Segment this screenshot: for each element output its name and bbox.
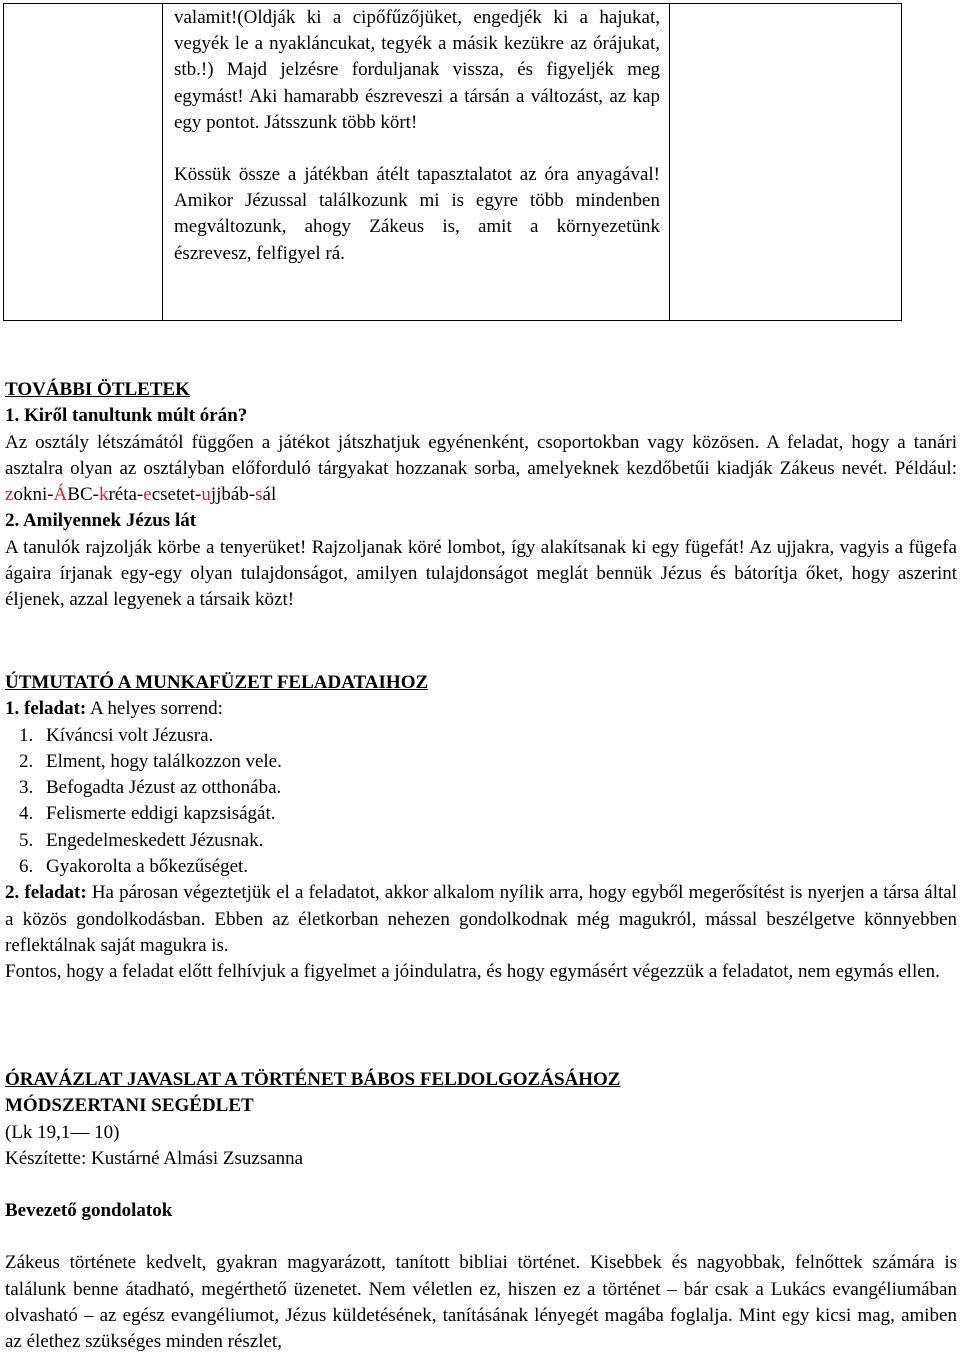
table-paragraph: valamit!(Oldják ki a cipőfűzőjüket, engedjék ki a hajukat, vegyék le a nyakláncukat, tegyék a másik kezükre az órájukat, stb.!) Majd jelzésre forduljanak vissza, és figyeljék meg egymást! Aki hamarabb észreveszi a társán a változást, az kap egy pontot. Játsszunk több kört! [174,7,660,133]
list-item: 5. Engedelmeskedett Jézusnak. [38,828,957,854]
table-cell-content [174,5,660,267]
task-paragraph [5,880,957,959]
workbook-guide-section [5,670,957,986]
list-item: 3. Befogadta Jézust az otthonába. [38,775,957,801]
example-initial: e [143,484,152,506]
correct-order-list [5,723,957,881]
idea-paragraph: A tanulók rajzolják körbe a tenyerüket! Rajzoljanak köré lombot, így alakítsanak ki egy fügefát! Az ujjakra, vagyis a fügefa ágaira írjanak egy-egy olyan tulajdonságot, amilyen tulajdonságot meglát bennük Jézus és bátorítja őket, hogy aszerint éljenek, azzal legyenek a társaik közt! [5,536,957,611]
example-initial: u [201,484,211,506]
table-paragraph: Kössük össze a játékban átélt tapasztalatot az óra anyagával! Amikor Jézussal találkozunk mi is egyre több mindenben megváltozunk, ahogy Zákeus is, amit a környezetünk észrevesz, felfigyel rá. [174,164,660,264]
task-line [5,696,957,722]
list-item: 4. Felismerte eddigi kapzsiságát. [38,801,957,827]
intro-heading: Bevezető gondolatok [5,1200,173,1222]
list-item: 6. Gyakorolta a bőkezűséget. [38,854,957,880]
author-line: Készítette: Kustárné Almási Zsuzsanna [5,1147,304,1169]
idea-paragraph: Az osztály létszámától függően a játékot játszhatjuk egyénenként, csoportokban vagy közösen. A feladat, hogy a tanári asztalra olyan az osztályban előforduló tárgyakat hozzanak sorba, amelyeknek kezdőbetűi kiadják Zákeus nevét. Például: zokni-ÁBC-kréta-ecsetet-ujjbáb-sál [5,431,957,506]
example-initial: Á [53,484,68,506]
table-column-divider [669,4,670,320]
task-label: 2. feladat: [5,882,87,904]
example-initial: z [5,484,14,506]
idea-heading: 2. Amilyennek Jézus lát [5,510,197,532]
task-text: A helyes sorrend: [86,698,223,720]
example-word: réta [108,484,137,506]
idea-heading: 1. Kiről tanultunk múlt órán? [5,405,248,427]
further-ideas-section [5,377,957,614]
example-word: okni [13,484,48,506]
task-label: 1. feladat: [5,698,87,720]
bible-reference: (Lk 19,1— 10) [5,1121,120,1143]
example-word: jjbáb [210,484,249,506]
example-initial: s [255,484,263,506]
intro-paragraph: Zákeus története kedvelt, gyakran magyarázott, tanított bibliai történet. Kisebbek és nagyobbak, felnőttek számára is találunk benne átadható, megérthető üzenetet. Nem véletlen ez, hiszen ez a történet – bár csak a Lukács evangéliumában olvasható – az egész evangéliumot, Jézus küldetésének, tanításának lényegét magába foglalja. Mint egy kicsi mag, amiben az élethez szükséges minden részlet, [5,1252,957,1353]
section-title: TOVÁBBI ÖTLETEK [5,379,190,400]
idea-text: Az osztály létszámától függően a játékot játszhatjuk egyénenként, csoportokban vagy közösen. A feladat, hogy a tanári asztalra olyan az osztályban előforduló tárgyakat hozzanak sorba, amelyeknek kezdőbetűi kiadják Zákeus nevét. Például: [5,431,957,479]
task-text: Ha párosan végeztetjük el a feladatot, akkor alkalom nyílik arra, hogy egyből megerősítést is nyerjen a társa által a közös gondolkodásban. Ebben az életkorban nehezen gondolkodnak még magukról, mással beszélgetve könnyebben reflektálnak saját magukra is. [5,882,957,956]
example-word: BC [67,484,93,506]
task-paragraph: Fontos, hogy a feladat előtt felhívjuk a figyelmet a jóindulatra, és hogy egymásért végezzük a feladatot, nem egymás ellen. [5,961,940,983]
example-initial: k [98,484,109,506]
list-item: 1. Kíváncsi volt Jézusra. [38,723,957,749]
example-word: ál [262,484,277,506]
lesson-outline-section [5,1067,957,1356]
table-column-divider [162,4,163,320]
list-item: 2. Elment, hogy találkozzon vele. [38,749,957,775]
section-title: ÚTMUTATÓ A MUNKAFÜZET FELADATAIHOZ [5,672,429,693]
example-word: csetet [151,484,195,506]
section-subtitle: MÓDSZERTANI SEGÉDLET [5,1095,254,1117]
section-title: ÓRAVÁZLAT JAVASLAT A TÖRTÉNET BÁBOS FELDOLGOZÁSÁHOZ [5,1069,621,1090]
